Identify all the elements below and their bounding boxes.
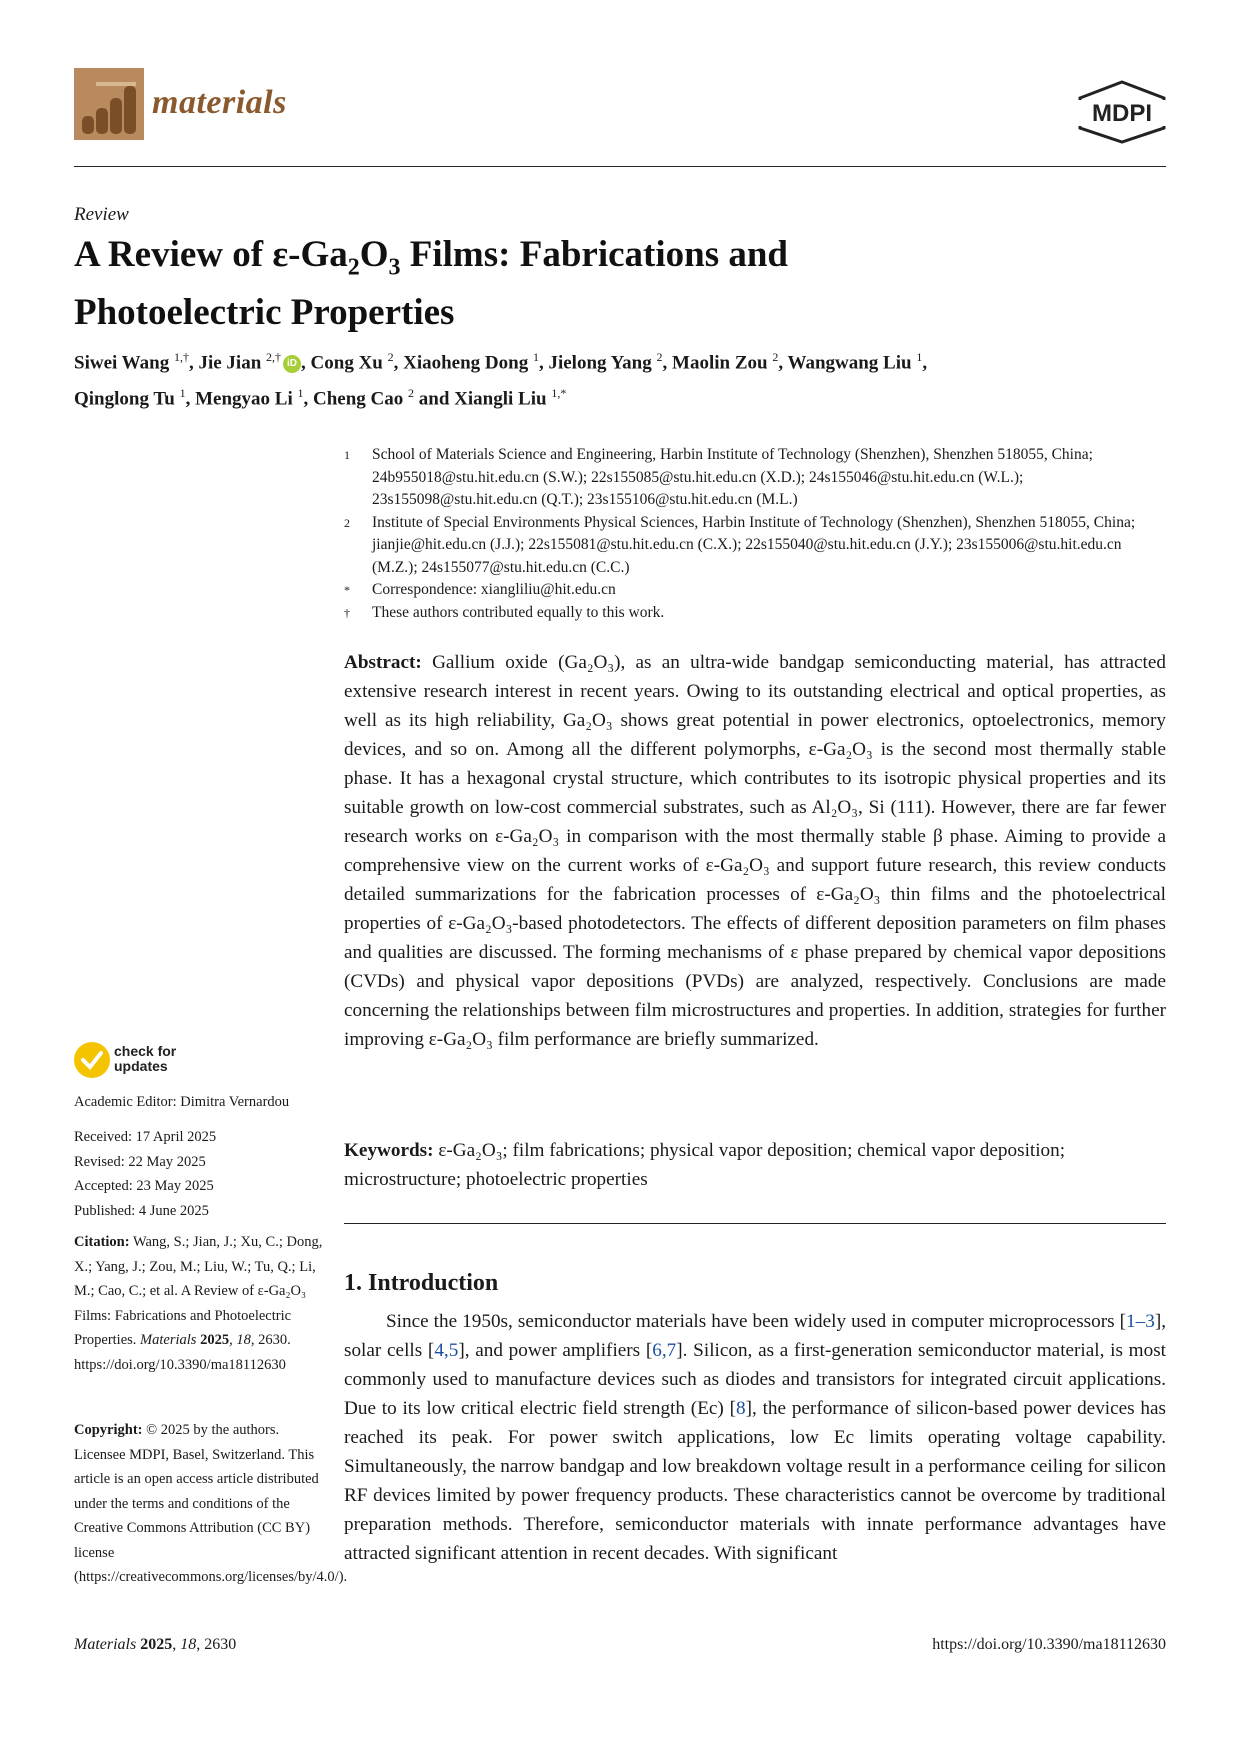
section-heading-introduction: 1. Introduction <box>344 1270 499 1296</box>
copyright-block: Copyright: © 2025 by the authors. Licensee MDPI, Basel, Switzerland. This article is an open access article distributed under the terms and conditions of the Creative Commons Attribution (CC BY) license (https://creativecommons.org/licenses/by/4.0/). <box>74 1422 348 1585</box>
keywords-text: ε-Ga₂O₃; film fabrications; physical vapor deposition; chemical vapor deposition; microstructure; photoelectric properties <box>344 1140 1066 1190</box>
received-date: Received: 17 April 2025 <box>74 1129 217 1145</box>
footer-doi-link[interactable]: https://doi.org/10.3390/ma18112630 <box>932 1636 1166 1653</box>
reference-link[interactable]: 1–3 <box>1126 1311 1155 1332</box>
mdpi-logo-icon <box>1072 80 1172 144</box>
published-date: Published: 4 June 2025 <box>74 1202 209 1219</box>
publication-dates <box>74 1125 324 1223</box>
author-name: Mengyao Li <box>195 388 293 410</box>
citation-doi[interactable]: , 2630. https://doi.org/10.3390/ma18112630 <box>74 1332 291 1373</box>
check-for-updates-button[interactable]: check for updates <box>74 1042 194 1082</box>
accepted-date: Accepted: 23 May 2025 <box>74 1178 214 1194</box>
author-name: Wangwang Liu <box>787 352 912 374</box>
author-name: Jie Jian <box>198 352 262 374</box>
academic-editor: Academic Editor: Dimitra Vernardou <box>74 1094 290 1110</box>
author-name: Xiaoheng Dong <box>403 352 529 374</box>
author-name: Cong Xu <box>310 352 383 374</box>
section-divider <box>344 1223 1166 1224</box>
keywords-label: Keywords: <box>344 1140 434 1161</box>
revised-date: Revised: 22 May 2025 <box>74 1153 206 1170</box>
author-name: Xiangli Liu <box>454 388 547 410</box>
citation-block: Citation: Wang, S.; Jian, J.; Xu, C.; Dong, X.; Yang, J.; Zou, M.; Liu, W.; Tu, Q.; Li, M.; Cao, C.; et al. A Review of ε-Ga₂O₃ Films: Fabrications and Photoelectric Properties. Materials 2025, 18, 2630. https://doi.org/10.3390/ma18112630 <box>74 1234 323 1373</box>
author-name: Siwei Wang <box>74 352 170 374</box>
correspondence: * Correspondence: xiangliliu@hit.edu.cn <box>344 581 616 598</box>
abstract <box>344 648 1166 1054</box>
orcid-icon[interactable]: iD <box>283 355 301 373</box>
journal-name: materials <box>152 84 287 121</box>
affiliation-item: 1 School of Materials Science and Engineering, Harbin Institute of Technology (Shenzhen), Shenzhen 518055, China; 24b955018@stu.hit.edu.cn (S.W.); 22s155085@stu.hit.edu.cn (X.D.); 24s155046@stu.hit.edu.cn (W.L.); 23s155098@stu.hit.edu.cn (Q.T.); 23s155106@stu.hit.edu.cn (M.L.) <box>344 446 1093 508</box>
mdpi-logo-text: MDPI <box>1092 100 1152 127</box>
abstract-label: Abstract: <box>344 652 422 673</box>
journal-logo-icon <box>74 68 144 140</box>
author-name: Maolin Zou <box>672 352 768 374</box>
article-type: Review <box>74 204 129 225</box>
header-rule <box>74 166 1166 167</box>
article-title: A Review of $\varepsilon-Ga_2O_3$ Films: Fabrications and Photoelectric Properties <box>74 234 789 334</box>
author-name: Cheng Cao <box>313 388 404 410</box>
equal-contribution-note: † These authors contributed equally to this work. <box>344 603 665 621</box>
affiliation-item: 2 Institute of Special Environments Physical Sciences, Harbin Institute of Technology (Shenzhen), Shenzhen 518055, China; jianjie@hit.edu.cn (J.J.); 22s155081@stu.hit.edu.cn (C.X.); 22s155040@stu.hit.edu.cn (J.Y.); 23s155006@stu.hit.edu.cn (M.Z.); 24s155077@stu.hit.edu.cn (C.C.) <box>344 513 1136 576</box>
reference-link[interactable]: 8 <box>736 1398 746 1419</box>
check-updates-icon <box>74 1042 110 1078</box>
introduction-paragraph: Since the 1950s, semiconductor materials have been widely used in computer microprocessors [1–3], solar cells [4,5], and power amplifiers [6,7]. Silicon, as a first-generation semiconductor material, is most commonly used to manufacture devices such as diodes and transistors for integrated circuit applications. Due to its low critical electric field strength (Ec) [8], the performance of silicon-based power devices has reached its peak. For power switch applications, low Ec limits operating voltage capability. Simultaneously, the narrow bandgap and low breakdown voltage result in a performance ceiling for silicon RF devices limited by power frequency products. These characteristics cannot be overcome by traditional preparation methods. Therefore, semiconductor materials with innate performance advantages have attracted significant attention in recent decades. With significant <box>344 1311 1166 1564</box>
author-list: Siwei Wang $^{1,\dagger}$, Jie Jian $^{2,\dagger}$ iD , Cong Xu $^2$, Xiaoheng Dong $^1$, Jielong Yang $^2$, Maolin Zou $^2$, Wangwang Liu $^1$, Qinglong Tu $^1$, Mengyao Li $^1$, Cheng Cao $^2$ and Xiangli Liu $^{1,*}$ <box>74 350 928 410</box>
author-name: Jielong Yang <box>548 352 652 374</box>
abstract-text: Gallium oxide (Ga₂O₃), as an ultra-wide bandgap semiconducting material, has attracted extensive research interest in recent years. Owing to its outstanding electrical and optical properties, as well as its high reliability, Ga₂O₃ shows great potential in power electronics, optoelectronics, memory devices, and so on. Among all the different polymorphs, ε-Ga₂O₃ is the second most thermally stable phase. It has a hexagonal crystal structure, which contributes to its isotropic physical properties and its suitable growth on low-cost commercial substrates, such as Al₂O₃, Si (111). However, there are far fewer research works on ε-Ga₂O₃ in comparison with the most thermally stable β phase. Aiming to provide a comprehensive view on the current works of ε-Ga₂O₃ and support future research, this review conducts detailed summarizations for the fabrication processes of ε-Ga₂O₃ thin films and the photoelectrical properties of ε-Ga₂O₃-based photodetectors. The effects of different deposition parameters on film phases and qualities are discussed. The forming mechanisms of ε phase prepared by chemical vapor depositions (CVDs) and physical vapor depositions (PVDs) are analyzed, respectively. Conclusions are made concerning the relationships between film microstructures and properties. In addition, strategies for further improving ε-Ga₂O₃ film performance are briefly summarized. <box>344 652 1166 1050</box>
affiliations <box>344 444 1164 624</box>
author-name: Qinglong Tu <box>74 388 175 410</box>
footer-citation: Materials 2025, 18, 2630 <box>74 1636 237 1653</box>
keywords <box>344 1136 1166 1194</box>
reference-link[interactable]: 6,7 <box>652 1340 677 1361</box>
reference-link[interactable]: 4,5 <box>434 1340 459 1361</box>
